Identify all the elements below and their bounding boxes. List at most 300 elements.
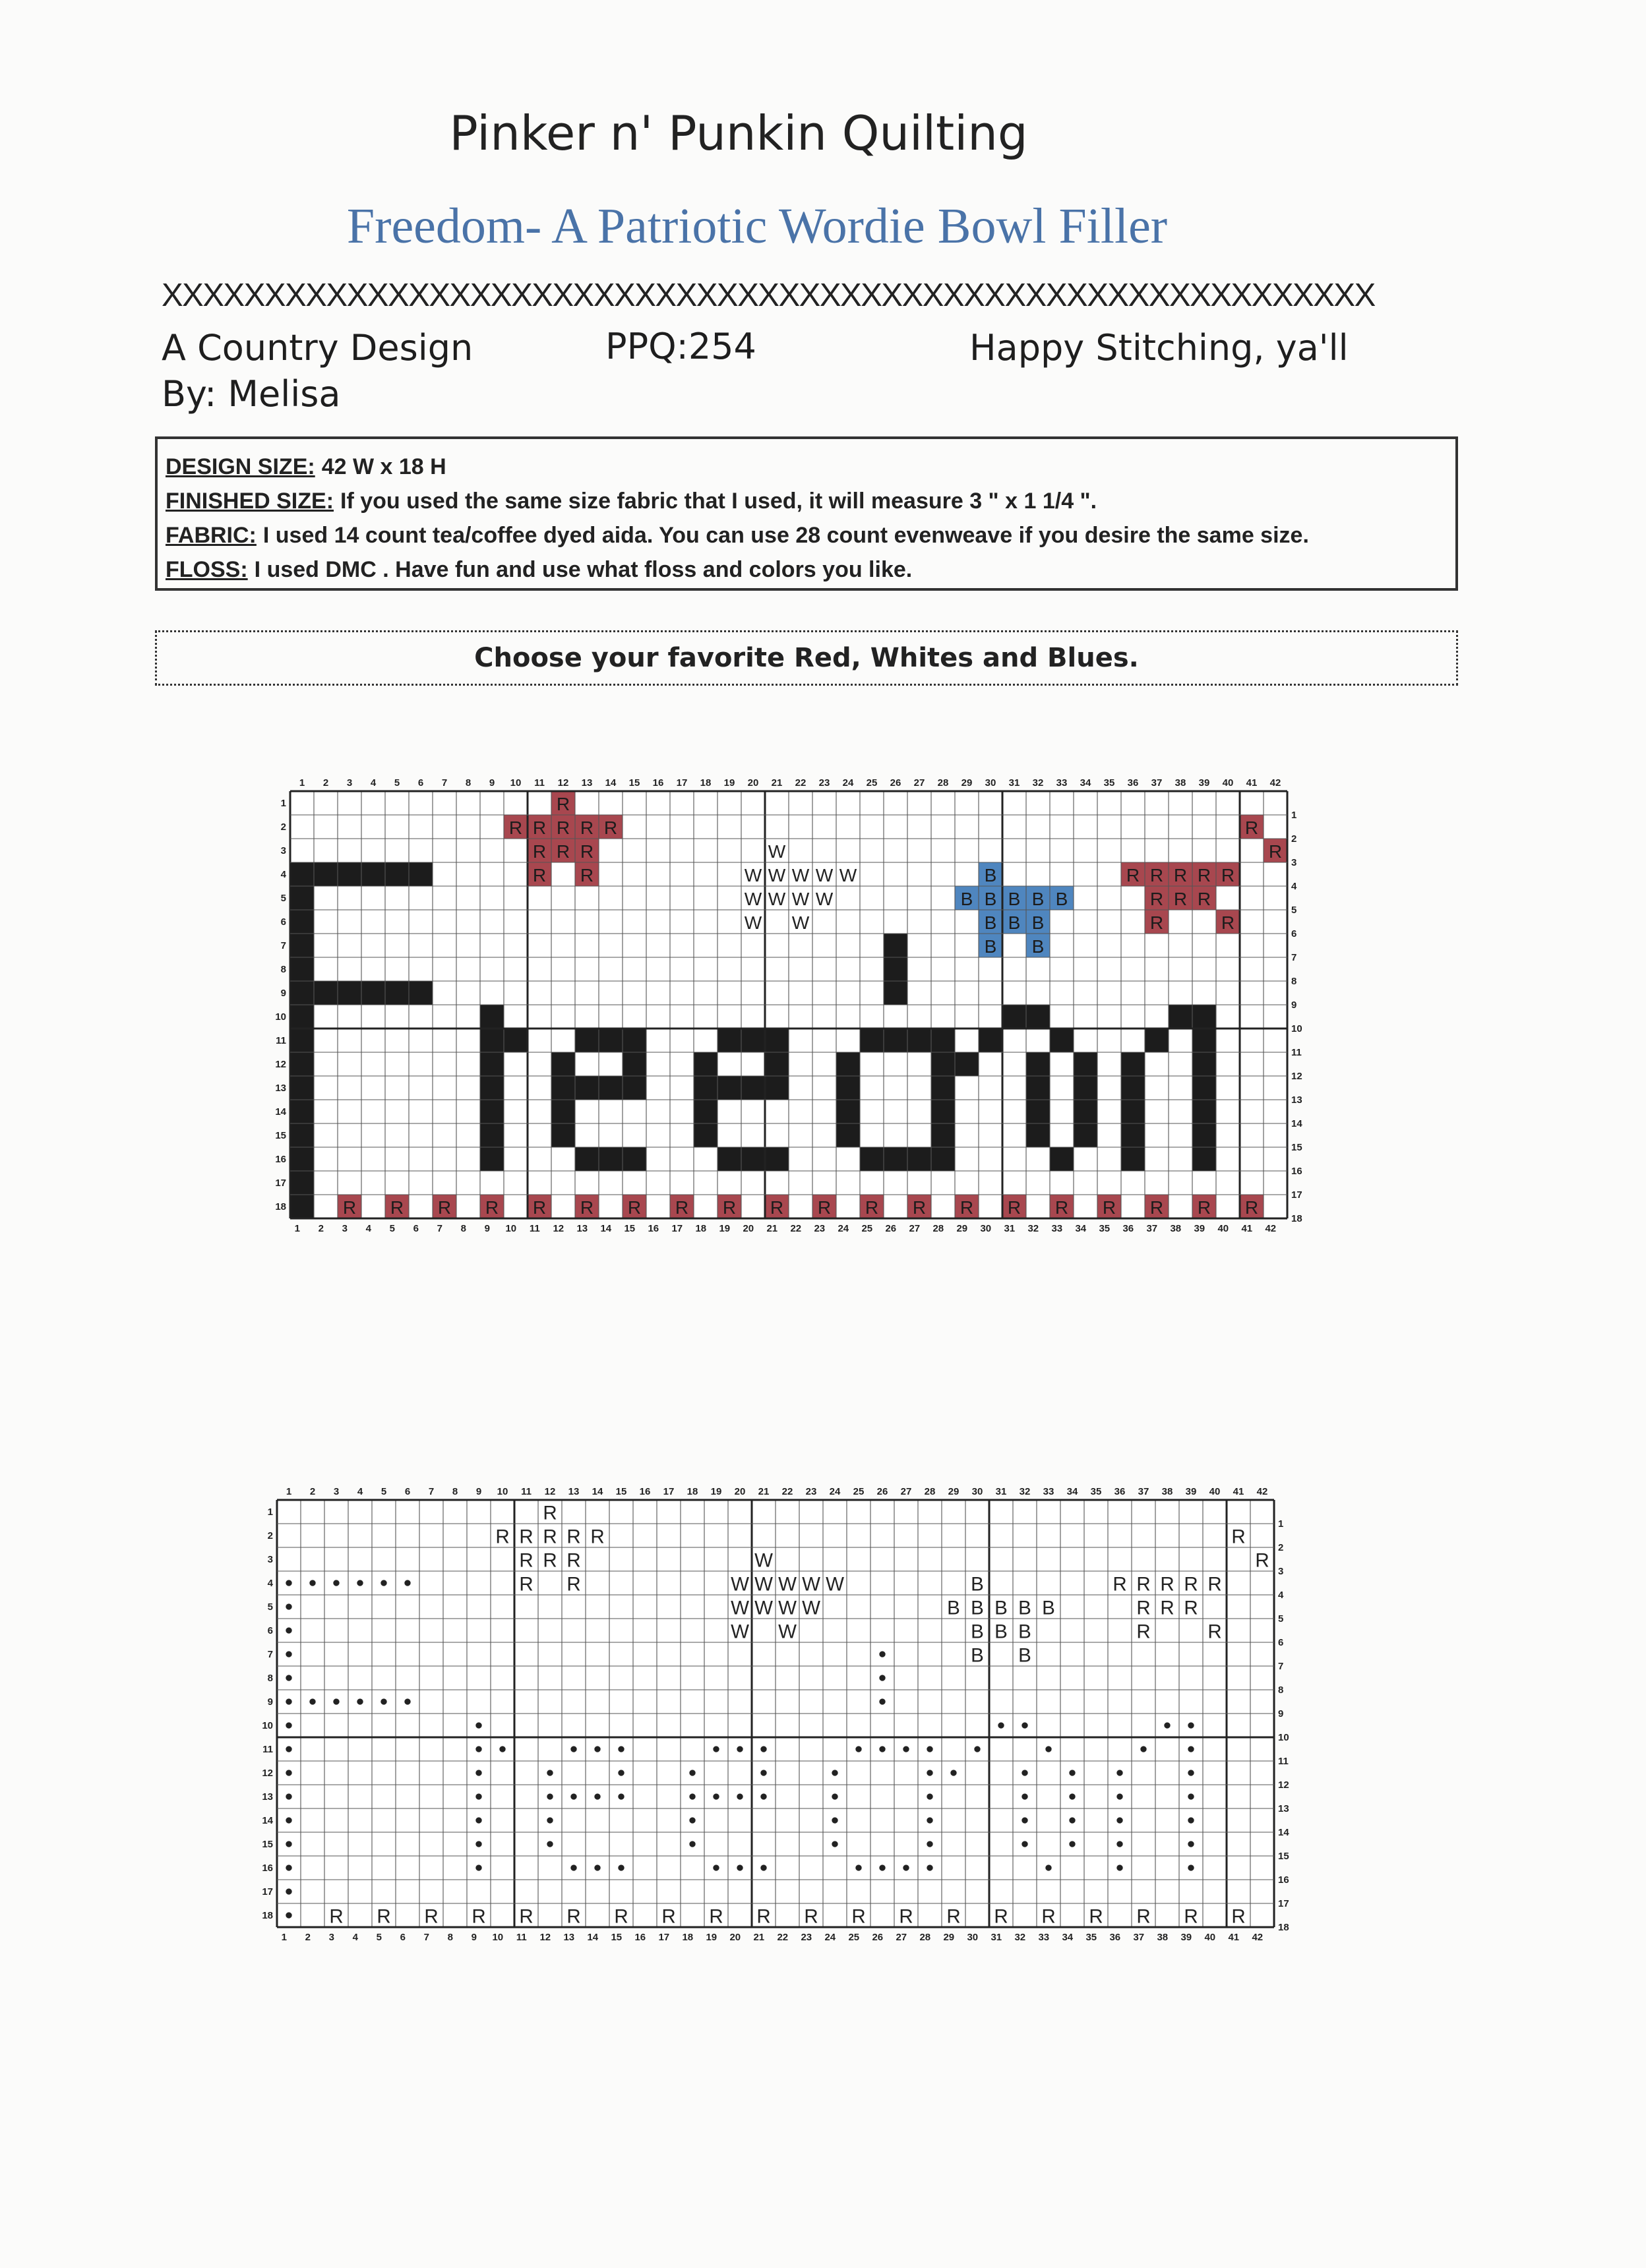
stitch-K: [1074, 1100, 1097, 1123]
column-number: 28: [924, 1486, 936, 1497]
stitch-dot: [1116, 1817, 1122, 1823]
stitch-symbol: R: [1207, 1621, 1222, 1643]
stitch-K: [623, 1147, 646, 1171]
stitch-K: [1074, 1076, 1097, 1100]
column-number: 37: [1133, 1932, 1145, 1943]
column-number: 16: [634, 1932, 646, 1943]
stitch-K: [290, 862, 314, 886]
stitch-dot: [1045, 1746, 1051, 1752]
stitch-symbol: R: [1102, 1197, 1116, 1218]
stitch-symbol: R: [603, 817, 618, 838]
stitch-symbol: R: [532, 864, 547, 885]
column-number: 42: [1256, 1486, 1268, 1497]
row-number: 1: [1278, 1518, 1284, 1530]
stitch-symbol: R: [946, 1905, 961, 1928]
stitch-dot: [713, 1865, 719, 1870]
stitch-dot: [404, 1698, 410, 1704]
stitch-dot: [713, 1793, 719, 1799]
stitch-symbol: R: [590, 1526, 605, 1548]
stitch-symbol: R: [543, 1526, 557, 1548]
fabric-value: I used 14 count tea/coffee dyed aida. You can use 28 count evenweave if you desire the same size.: [262, 523, 1309, 548]
row-number: 13: [1278, 1803, 1289, 1814]
row-number: 10: [1278, 1732, 1289, 1743]
stitch-symbol: R: [508, 817, 523, 838]
stitch-symbol: B: [984, 912, 997, 933]
stitch-symbol: R: [519, 1526, 533, 1548]
stitch-symbol: R: [556, 793, 570, 814]
row-number: 15: [1278, 1851, 1289, 1862]
stitch-dot: [309, 1580, 315, 1586]
column-number: 37: [1138, 1486, 1149, 1497]
row-number: 7: [280, 940, 286, 951]
row-number: 9: [280, 988, 286, 999]
row-number: 9: [1278, 1708, 1284, 1719]
finished-size-label: FINISHED SIZE:: [166, 489, 334, 514]
stitch-K: [836, 1100, 860, 1123]
row-number: 12: [1291, 1071, 1302, 1082]
stitch-symbol: R: [532, 841, 547, 862]
column-number: 13: [563, 1932, 575, 1943]
column-number: 14: [592, 1486, 603, 1497]
column-number: 40: [1204, 1932, 1216, 1943]
floss-value: I used DMC . Have fun and use what floss and colors you like.: [254, 557, 913, 582]
stitch-K: [741, 1029, 765, 1052]
stitch-dot: [333, 1698, 339, 1704]
stitch-K: [504, 1029, 528, 1052]
stitch-dot: [855, 1865, 861, 1870]
column-number: 42: [1269, 777, 1281, 789]
column-number: 34: [1075, 1223, 1087, 1234]
stitch-symbol: R: [543, 1549, 557, 1572]
stitch-K: [599, 1029, 623, 1052]
stitch-symbol: R: [1136, 1621, 1151, 1643]
column-number: 4: [357, 1486, 363, 1497]
stitch-K: [931, 1123, 955, 1147]
stitch-symbol: R: [1149, 888, 1164, 909]
stitch-symbol: R: [329, 1905, 344, 1928]
column-number: 4: [370, 777, 377, 789]
stitch-K: [884, 957, 907, 981]
column-number: 9: [471, 1932, 477, 1943]
fabric-line: [166, 518, 1448, 552]
symbol-stitch-chart: [264, 1480, 1319, 1961]
stitch-K: [290, 934, 314, 957]
stitch-dot: [879, 1698, 885, 1704]
stitch-dot: [286, 1651, 291, 1657]
stitch-K: [409, 862, 433, 886]
stitch-K: [931, 1147, 955, 1171]
row-number: 2: [267, 1530, 273, 1541]
stitch-dot: [547, 1793, 553, 1799]
row-number: 4: [1291, 881, 1297, 892]
stitch-dot: [927, 1817, 932, 1823]
stitch-dot: [737, 1865, 743, 1870]
row-number: 11: [1278, 1756, 1289, 1767]
stitch-symbol: R: [1184, 1573, 1198, 1596]
stitch-dot: [309, 1698, 315, 1704]
stitch-K: [884, 934, 907, 957]
stitch-dot: [998, 1722, 1004, 1728]
column-number: 35: [1090, 1486, 1102, 1497]
stitch-K: [1026, 1100, 1050, 1123]
column-number: 31: [995, 1486, 1007, 1497]
stitch-K: [1169, 1005, 1192, 1029]
stitch-symbol: R: [342, 1197, 357, 1218]
column-number: 30: [980, 1223, 992, 1234]
stitch-symbol: R: [1160, 1573, 1174, 1596]
column-number: 34: [1080, 777, 1091, 789]
design-size-label: DESIGN SIZE:: [166, 454, 315, 479]
stitch-K: [338, 862, 361, 886]
stitch-K: [480, 1147, 504, 1171]
stitch-K: [931, 1029, 955, 1052]
stitch-dot: [357, 1580, 363, 1586]
stitch-K: [1192, 1005, 1216, 1029]
stitch-symbol: B: [1055, 888, 1068, 909]
stitch-K: [599, 1147, 623, 1171]
pattern-info-box: [155, 436, 1458, 591]
column-number: 32: [1027, 1223, 1039, 1234]
row-number: 6: [280, 916, 286, 928]
column-number: 17: [671, 1223, 683, 1234]
row-number: 3: [267, 1554, 273, 1565]
stitch-dot: [1188, 1817, 1194, 1823]
row-number: 5: [267, 1601, 273, 1613]
column-number: 2: [322, 777, 329, 789]
stitch-symbol: R: [614, 1905, 628, 1928]
stitch-K: [480, 1052, 504, 1076]
column-number: 17: [658, 1932, 670, 1943]
column-number: 20: [747, 777, 759, 789]
stitch-symbol: B: [1018, 1621, 1031, 1643]
column-number: 20: [734, 1486, 746, 1497]
stitch-dot: [286, 1912, 291, 1918]
stitch-K: [290, 981, 314, 1005]
row-number: 7: [1278, 1661, 1284, 1672]
stitch-symbol: R: [1136, 1597, 1151, 1619]
row-number: 14: [1278, 1827, 1289, 1838]
column-number: 41: [1241, 1223, 1253, 1234]
stitch-K: [1026, 1123, 1050, 1147]
row-number: 1: [267, 1507, 273, 1518]
row-number: 13: [262, 1791, 273, 1803]
column-number: 2: [305, 1932, 311, 1943]
stitch-K: [741, 1076, 765, 1100]
stitch-K: [955, 1052, 979, 1076]
stitch-K: [290, 1195, 314, 1218]
stitch-K: [361, 981, 385, 1005]
stitch-dot: [286, 1888, 291, 1894]
stitch-symbol: R: [556, 841, 570, 862]
row-number: 3: [1291, 857, 1297, 868]
column-number: 7: [437, 1223, 442, 1234]
row-number: 17: [1291, 1189, 1302, 1201]
stitch-symbol: R: [1136, 1905, 1151, 1928]
stitch-K: [290, 886, 314, 910]
column-number: 25: [861, 1223, 873, 1234]
column-number: 22: [781, 1486, 793, 1497]
stitch-dot: [879, 1675, 885, 1681]
stitch-K: [290, 1147, 314, 1171]
stitch-dot: [570, 1865, 576, 1870]
stitch-symbol: B: [984, 936, 997, 957]
stitch-dot: [286, 1770, 291, 1776]
stitch-dot: [760, 1770, 766, 1776]
stitch-symbol: R: [865, 1197, 879, 1218]
stitch-dot: [547, 1770, 553, 1776]
stitch-symbol: W: [791, 864, 810, 885]
stitch-symbol: W: [744, 864, 762, 885]
row-number: 10: [275, 1011, 286, 1023]
stitch-dot: [618, 1865, 624, 1870]
column-number: 32: [1032, 777, 1044, 789]
stitch-symbol: R: [851, 1905, 866, 1928]
column-number: 25: [866, 777, 878, 789]
stitch-dot: [760, 1865, 766, 1870]
stitch-dot: [1069, 1841, 1075, 1847]
column-number: 16: [652, 777, 664, 789]
stitch-symbol: B: [1008, 912, 1021, 933]
stitch-symbol: B: [994, 1621, 1008, 1643]
stitch-symbol: R: [377, 1905, 391, 1928]
row-number: 15: [1291, 1142, 1302, 1153]
stitch-symbol: R: [580, 864, 594, 885]
row-number: 14: [1291, 1118, 1302, 1129]
stitch-dot: [1045, 1865, 1051, 1870]
design-type: A Country Design: [162, 327, 473, 369]
stitch-dot: [286, 1746, 291, 1752]
stitch-K: [1121, 1100, 1145, 1123]
column-number: 14: [600, 1223, 612, 1234]
column-number: 29: [943, 1932, 955, 1943]
column-number: 21: [766, 1223, 778, 1234]
column-number: 39: [1185, 1486, 1197, 1497]
stitch-symbol: B: [1018, 1597, 1031, 1619]
stitch-dot: [832, 1770, 838, 1776]
column-number: 11: [529, 1223, 540, 1234]
row-number: 9: [267, 1696, 273, 1708]
column-number: 8: [452, 1486, 458, 1497]
stitch-K: [480, 1100, 504, 1123]
stitch-symbol: R: [1007, 1197, 1021, 1218]
stitch-dot: [1069, 1817, 1075, 1823]
design-size-line: [166, 450, 1448, 484]
stitch-dot: [286, 1817, 291, 1823]
column-number: 24: [824, 1932, 836, 1943]
column-number: 10: [497, 1486, 508, 1497]
row-number: 2: [1278, 1542, 1284, 1553]
stitch-dot: [1188, 1865, 1194, 1870]
stitch-K: [290, 910, 314, 934]
row-number: 18: [1278, 1922, 1289, 1933]
row-number: 18: [262, 1910, 273, 1921]
stitch-dot: [1116, 1793, 1122, 1799]
column-number: 31: [1008, 777, 1020, 789]
stitch-K: [1026, 1005, 1050, 1029]
column-number: 30: [967, 1932, 979, 1943]
stitch-symbol: R: [437, 1197, 452, 1218]
stitch-dot: [286, 1865, 291, 1870]
stitch-K: [717, 1076, 741, 1100]
stitch-dot: [570, 1746, 576, 1752]
column-number: 19: [719, 1223, 731, 1234]
stitch-K: [1026, 1076, 1050, 1100]
stitch-dot: [286, 1603, 291, 1609]
stitch-symbol: B: [971, 1573, 984, 1596]
stitch-K: [765, 1076, 789, 1100]
stitch-dot: [404, 1580, 410, 1586]
column-number: 35: [1103, 777, 1115, 789]
stitch-K: [480, 1076, 504, 1100]
stitch-symbol: R: [1231, 1905, 1246, 1928]
stitch-K: [836, 1052, 860, 1076]
stitch-K: [1074, 1052, 1097, 1076]
stitch-symbol: R: [556, 817, 570, 838]
column-number: 26: [890, 777, 901, 789]
greeting: Happy Stitching, ya'll: [969, 327, 1349, 369]
column-number: 35: [1099, 1223, 1111, 1234]
column-number: 8: [447, 1932, 453, 1943]
stitch-dot: [879, 1865, 885, 1870]
stitch-symbol: B: [1031, 912, 1045, 933]
stitch-K: [1050, 1029, 1074, 1052]
stitch-dot: [475, 1770, 481, 1776]
row-number: 6: [1278, 1637, 1284, 1648]
stitch-dot: [689, 1817, 695, 1823]
stitch-dot: [1140, 1746, 1146, 1752]
stitch-K: [1050, 1147, 1074, 1171]
stitch-symbol: R: [519, 1573, 533, 1596]
stitch-K: [623, 1029, 646, 1052]
column-number: 18: [686, 1486, 698, 1497]
stitch-dot: [927, 1770, 932, 1776]
stitch-K: [1121, 1052, 1145, 1076]
stitch-symbol: R: [519, 1905, 533, 1928]
stitch-symbol: R: [566, 1905, 581, 1928]
stitch-symbol: W: [802, 1573, 820, 1596]
stitch-symbol: R: [1089, 1905, 1103, 1928]
column-number: 7: [441, 777, 448, 789]
column-number: 19: [723, 777, 735, 789]
stitch-K: [623, 1076, 646, 1100]
stitch-K: [551, 1052, 575, 1076]
column-number: 13: [568, 1486, 580, 1497]
row-number: 16: [1278, 1874, 1289, 1886]
stitch-dot: [760, 1793, 766, 1799]
stitch-dot: [713, 1746, 719, 1752]
stitch-K: [694, 1076, 717, 1100]
column-number: 36: [1114, 1486, 1126, 1497]
row-number: 8: [267, 1673, 273, 1684]
column-number: 40: [1217, 1223, 1229, 1234]
stitch-symbol: R: [1184, 1905, 1198, 1928]
column-number: 18: [700, 777, 712, 789]
column-number: 3: [342, 1223, 348, 1234]
column-number: 6: [413, 1223, 419, 1234]
stitch-dot: [1116, 1841, 1122, 1847]
column-number: 15: [624, 1223, 636, 1234]
stitch-K: [979, 1029, 1002, 1052]
stitch-dot: [879, 1651, 885, 1657]
stitch-dot: [760, 1746, 766, 1752]
stitch-symbol: R: [1244, 1197, 1259, 1218]
row-number: 12: [1278, 1779, 1289, 1791]
finished-size-line: [166, 484, 1448, 518]
row-number: 16: [262, 1863, 273, 1874]
stitch-symbol: B: [971, 1621, 984, 1643]
stitch-symbol: R: [1197, 1197, 1211, 1218]
column-number: 27: [896, 1932, 907, 1943]
stitch-symbol: W: [815, 888, 834, 909]
stitch-K: [1145, 1029, 1169, 1052]
stitch-K: [290, 957, 314, 981]
column-number: 2: [318, 1223, 324, 1234]
stitch-symbol: B: [984, 888, 997, 909]
designer-name: By: Melisa: [162, 373, 341, 415]
column-number: 34: [1062, 1932, 1074, 1943]
column-number: 29: [956, 1223, 968, 1234]
stitch-K: [765, 1029, 789, 1052]
column-number: 42: [1252, 1932, 1264, 1943]
column-number: 38: [1157, 1932, 1169, 1943]
column-number: 8: [465, 777, 472, 789]
row-number: 16: [1291, 1166, 1302, 1177]
stitch-dot: [357, 1698, 363, 1704]
column-number: 1: [286, 1486, 292, 1497]
column-number: 33: [1051, 1223, 1063, 1234]
stitch-dot: [950, 1770, 956, 1776]
stitch-K: [694, 1100, 717, 1123]
stitch-K: [575, 1076, 599, 1100]
column-number: 6: [417, 777, 424, 789]
column-number: 38: [1170, 1223, 1182, 1234]
stitch-symbol: R: [722, 1197, 737, 1218]
column-number: 3: [333, 1486, 340, 1497]
column-number: 41: [1228, 1932, 1240, 1943]
finished-size-value: If you used the same size fabric that I used, it will measure 3 " x 1 1/4 ".: [340, 489, 1097, 514]
column-number: 26: [872, 1932, 884, 1943]
stitch-dot: [475, 1817, 481, 1823]
stitch-symbol: B: [1042, 1597, 1055, 1619]
stitch-symbol: R: [1136, 1573, 1151, 1596]
stitch-symbol: R: [661, 1905, 676, 1928]
column-number: 36: [1122, 1223, 1134, 1234]
column-number: 24: [829, 1486, 841, 1497]
row-number: 14: [262, 1815, 273, 1826]
stitch-K: [551, 1076, 575, 1100]
row-number: 8: [1291, 976, 1297, 987]
stitch-symbol: R: [912, 1197, 927, 1218]
column-number: 32: [1014, 1932, 1026, 1943]
stitch-dot: [499, 1746, 505, 1752]
column-number: 13: [581, 777, 593, 789]
stitch-symbol: B: [984, 864, 997, 885]
row-number: 13: [1291, 1094, 1302, 1106]
stitch-symbol: R: [1173, 888, 1188, 909]
stitch-symbol: R: [1160, 1597, 1174, 1619]
stitch-K: [1074, 1123, 1097, 1147]
stitch-dot: [475, 1722, 481, 1728]
stitch-K: [931, 1100, 955, 1123]
stitch-symbol: R: [1149, 912, 1164, 933]
row-number: 6: [267, 1625, 273, 1636]
stitch-symbol: R: [519, 1549, 533, 1572]
column-number: 25: [853, 1486, 865, 1497]
column-number: 3: [346, 777, 353, 789]
stitch-K: [290, 1076, 314, 1100]
stitch-dot: [618, 1746, 624, 1752]
stitch-K: [1002, 1005, 1026, 1029]
